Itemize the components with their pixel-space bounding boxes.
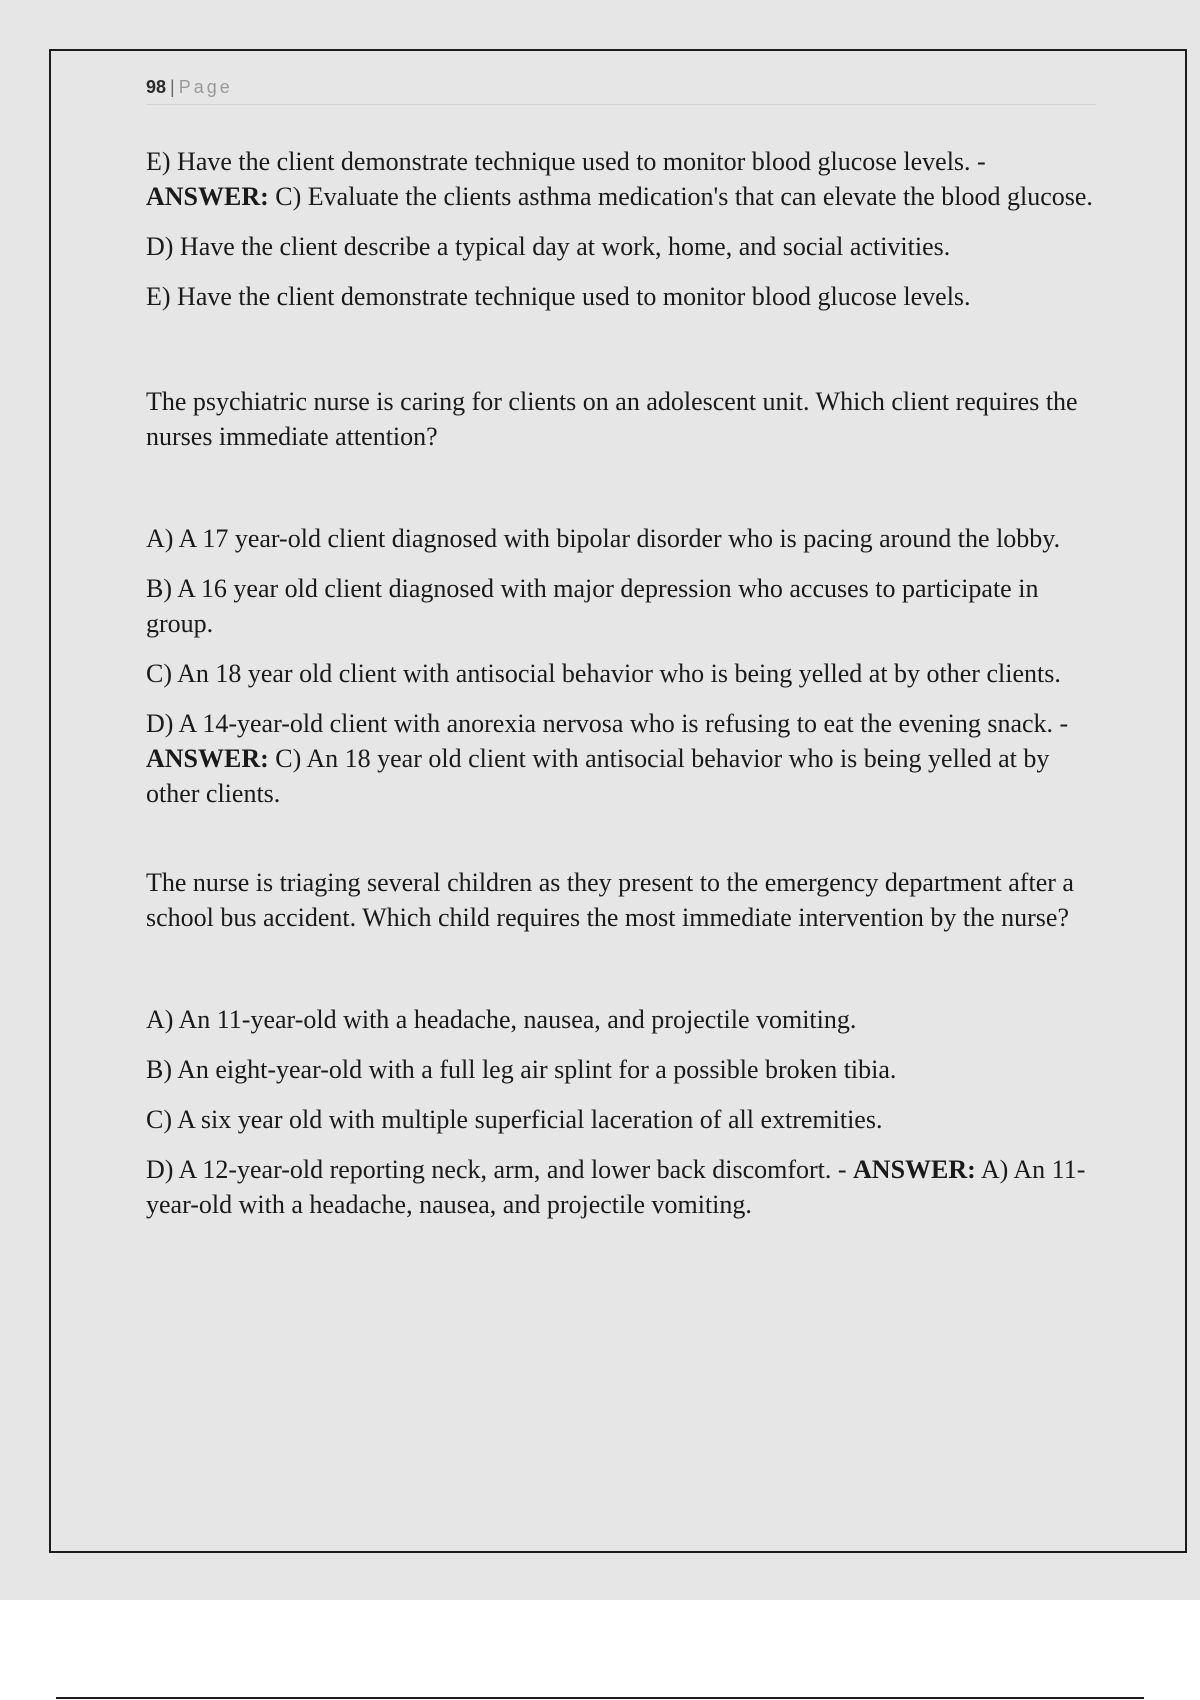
document-body: [146, 144, 1096, 1237]
page-separator: |: [170, 77, 175, 97]
option-a: A) An 11-year-old with a headache, nausea, and projectile vomiting.: [146, 1005, 857, 1034]
option-c: C) A six year old with multiple superficial laceration of all extremities.: [146, 1105, 883, 1134]
option-d: D) Have the client describe a typical day at work, home, and social activities.: [146, 232, 951, 261]
option-e-with-answer: [146, 144, 1096, 214]
option-d-with-answer: [146, 706, 1096, 811]
answer-text: C) An 18 year old client with antisocial behavior who is being yelled at by other clients.: [146, 744, 1050, 808]
option-text: D) A 12-year-old reporting neck, arm, and lower back discomfort. -: [146, 1155, 854, 1184]
option-e: E) Have the client demonstrate technique used to monitor blood glucose levels.: [146, 282, 971, 311]
answer-label: ANSWER:: [146, 182, 269, 211]
option-text: E) Have the client demonstrate technique used to monitor blood glucose levels. -: [146, 147, 986, 176]
answer-label: ANSWER:: [146, 744, 269, 773]
answer-label: ANSWER:: [853, 1155, 976, 1184]
option-a: A) A 17 year-old client diagnosed with bipolar disorder who is pacing around the lobby.: [146, 524, 1061, 553]
question-stem: The psychiatric nurse is caring for clients on an adolescent unit. Which client requires the nurses immediate attention?: [146, 387, 1078, 451]
option-b: B) A 16 year old client diagnosed with major depression who accuses to participate in group.: [146, 574, 1039, 638]
page-label: Page: [178, 77, 233, 97]
page-header: [146, 74, 1096, 105]
question-stem: The nurse is triaging several children as they present to the emergency department after a school bus accident. Which child requires the most immediate intervention by the nurse?: [146, 868, 1074, 932]
option-c: C) An 18 year old client with antisocial behavior who is being yelled at by other clients.: [146, 659, 1061, 688]
page-number: 98: [146, 77, 167, 97]
answer-text: C) Evaluate the clients asthma medication's that can elevate the blood glucose.: [268, 182, 1093, 211]
answer-text: A) An 11-year-old with a headache, nausea, and projectile vomiting.: [146, 1155, 1086, 1219]
option-text: D) A 14-year-old client with anorexia nervosa who is refusing to eat the evening snack. -: [146, 709, 1069, 738]
bottom-divider: [56, 1697, 1144, 1699]
option-b: B) An eight-year-old with a full leg air splint for a possible broken tibia.: [146, 1055, 897, 1084]
option-d-with-answer: [146, 1152, 1096, 1222]
